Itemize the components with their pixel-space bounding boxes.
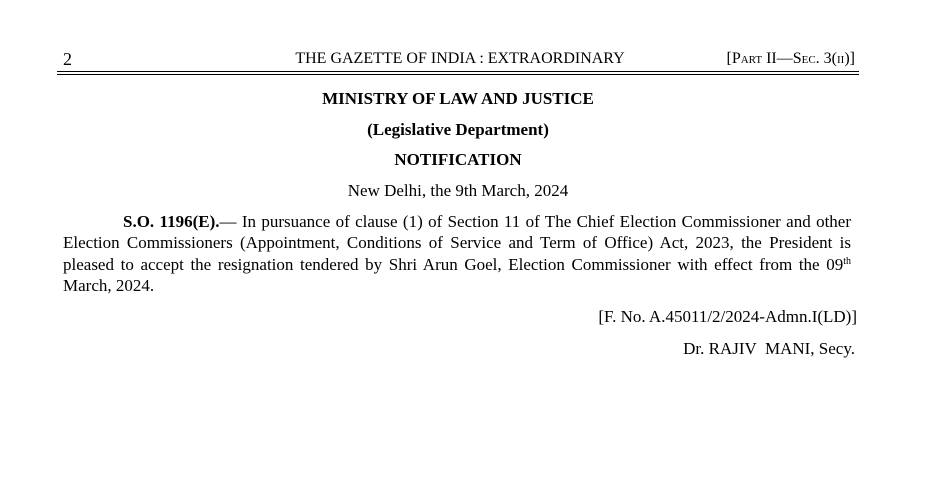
notification-heading: NOTIFICATION — [394, 150, 522, 169]
department-title: (Legislative Department) — [367, 120, 549, 139]
notification-body — [63, 211, 851, 296]
gazette-header — [57, 48, 859, 70]
body-superscript: th — [843, 255, 851, 267]
body-text-end: March, 2024. — [63, 275, 155, 295]
file-reference: [F. No. A.45011/2/2024-Admn.I(LD)] — [598, 307, 857, 326]
header-rule-top — [57, 71, 859, 72]
header-rule-bottom — [57, 74, 859, 75]
body-text: — In pursuance of clause (1) of Section 11 of The Chief Election Commissioner and other Election Commissioners (Appointment, Conditions of Service and Term of Office) Act, 2023, the President is pleased to accept the resignation tendered by Shri Arun Goel, Election Commissioner with effect from the 09 — [63, 212, 851, 274]
ministry-title: MINISTRY OF LAW AND JUSTICE — [322, 89, 594, 108]
page-number: 2 — [63, 49, 72, 69]
place-date: New Delhi, the 9th March, 2024 — [347, 181, 569, 200]
order-number: S.O. 1196(E). — [123, 212, 220, 231]
signatory: Dr. RAJIV MANI, Secy. — [683, 339, 855, 358]
gazette-title: THE GAZETTE OF INDIA : EXTRAORDINARY — [295, 50, 625, 67]
part-section: [Part II—Sec. 3(ii)] — [726, 50, 855, 67]
